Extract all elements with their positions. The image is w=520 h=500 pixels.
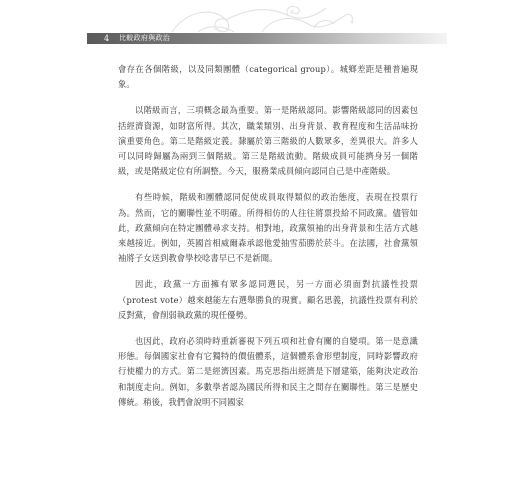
page-number: 4 [104,34,110,43]
paragraph: 以階級而言，三項概念最為重要。第一是階級認同。影響階級認同的因素包括經濟資源，如財富所得。其次，職業類別、出身背景、教育程度和生活品味扮演重要角色。第二是階級定義。隸屬於第三階級的人數眾多，差異很大。許多人可以同時歸屬為兩到三個階級。第三是階級流動。階級成員可能擠身另一個階級，或是階級定位有所調整。今天，服務業成員傾向認同自己是中產階級。 [118,105,418,177]
paragraph: 有些時候，階級和團體認同促使成員取得類似的政治態度，表現在投票行為。然而，它的關聯性並不明確。所得相仿的人往往將票投給不同政黨。儘管如此，政黨傾向在特定團體尋求支持。相對地，政黨領袖的出身背景和生活方式越來越接近。例如，英國首相威爾森承認他愛抽雪茄勝於菸斗。在法國，社會黨領袖將子女送到教會學校唸書早已不是新聞。 [118,192,418,264]
running-title: 比較政府與政治 [119,34,171,42]
paragraph: 因此，政黨一方面擁有眾多認同選民，另一方面必須面對抗議性投票（protest vote）越來越能左右選舉勝負的現實。顧名思義，抗議性投票有利於反對黨，會削弱執政黨的現任優勢。 [118,279,418,320]
paragraph-continuation: 會存在各個階級，以及同類團體（categorical group）。城鄉差距是種普遍現象。 [118,64,418,90]
decorative-flourish-icon [168,2,358,36]
body-text [118,62,418,421]
paragraph: 也因此，政府必須時時重新審視下列五項和社會有關的自變項。第一是意識形態。每個國家社會有它獨特的價值體系，這個體系會形塑制度，同時影響政府行使權力的方式。第二是經濟因素。馬克思指出經濟是下層建築，能夠決定政治和制度走向。例如，多數學者認為國民所得和民主之間存在關聯性。第三是歷史傳統。稍後，我們會說明不同國家 [118,336,418,407]
